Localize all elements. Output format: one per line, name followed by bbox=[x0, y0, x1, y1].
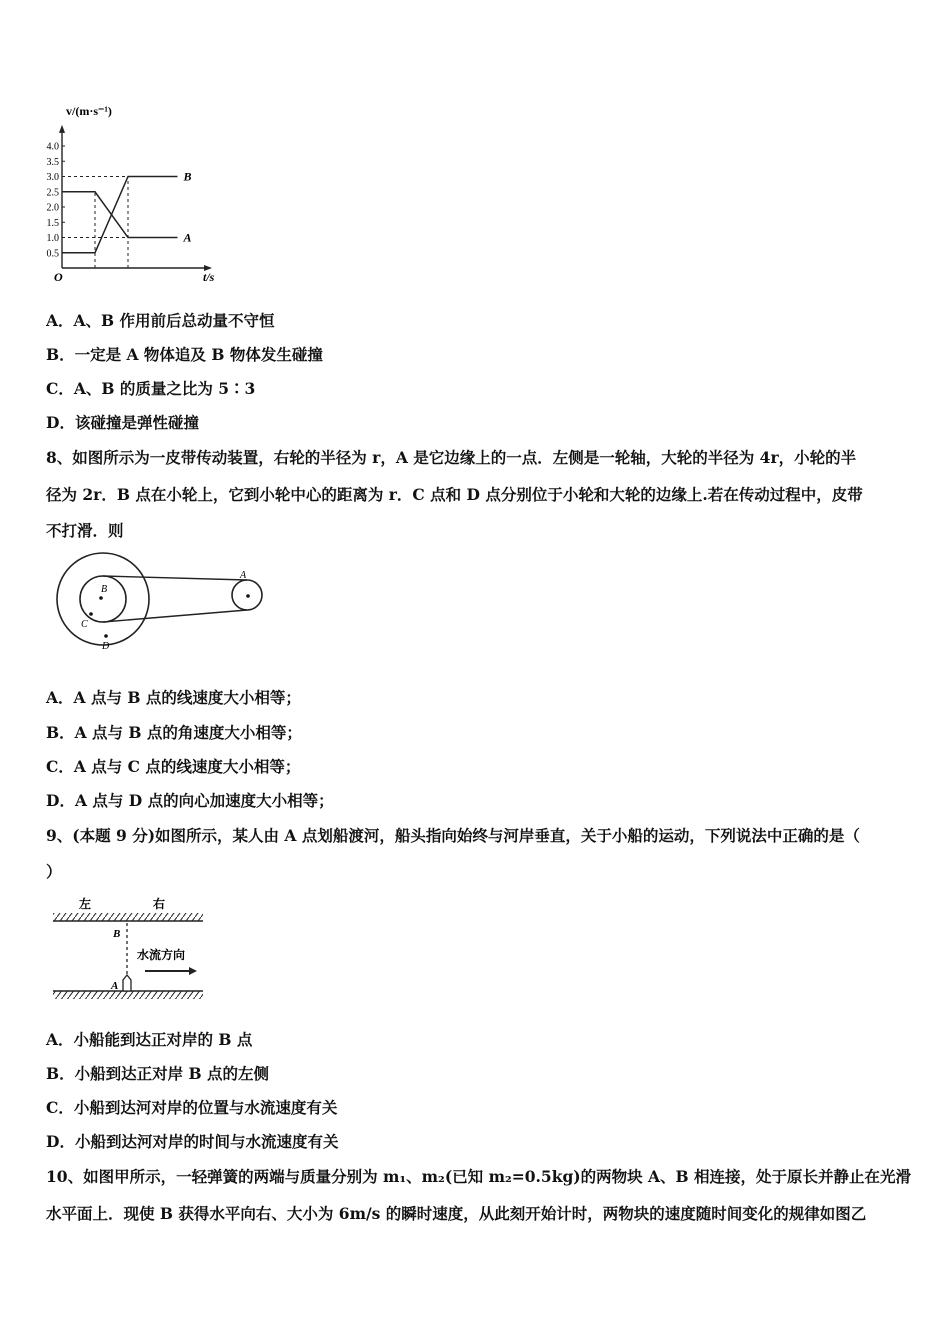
origin-label: O bbox=[54, 270, 63, 284]
q9-option-b: B．小船到达正对岸 B 点的左侧 bbox=[46, 1064, 269, 1083]
label-flow: 水流方向 bbox=[137, 948, 186, 962]
point-d bbox=[104, 634, 108, 638]
q7-option-c: C．A、B 的质量之比为 5∶3 bbox=[46, 379, 256, 398]
y-tick-label: 3.5 bbox=[46, 156, 59, 168]
river-crossing-figure bbox=[45, 893, 210, 1008]
y-tick-label: 0.5 bbox=[46, 248, 59, 260]
belt-drive-figure bbox=[50, 552, 275, 657]
point-a bbox=[246, 594, 250, 598]
large-wheel bbox=[57, 553, 149, 645]
q8-stem-line-1: 8、如图所示为一皮带传动装置，右轮的半径为 r，A 是它边缘上的一点．左侧是一轮轴，大轮的半径为 4r，小轮的半 bbox=[46, 448, 857, 467]
q9-stem-line-1: 9、(本题 9 分)如图所示，某人由 A 点划船渡河，船头指向始终与河岸垂直，关于小船的运动，下列说法中正确的是（ bbox=[46, 826, 860, 845]
y-tick-label: 2.0 bbox=[46, 202, 59, 214]
small-wheel bbox=[80, 576, 126, 622]
label-left: 左 bbox=[79, 897, 92, 911]
q8-option-c: C．A 点与 C 点的线速度大小相等； bbox=[46, 757, 301, 776]
series-line-B bbox=[62, 177, 178, 253]
q7-option-b: B．一定是 A 物体追及 B 物体发生碰撞 bbox=[46, 345, 323, 364]
q9-option-c: C．小船到达河对岸的位置与水流速度有关 bbox=[46, 1098, 338, 1117]
q8-stem-line-2: 径为 2r．B 点在小轮上，它到小轮中心的距离为 r．C 点和 D 点分别位于小轮和大轮的边缘上.若在传动过程中，皮带 bbox=[46, 485, 863, 504]
label-right: 右 bbox=[153, 897, 166, 911]
top-bank-hatch bbox=[53, 913, 203, 921]
boat-icon bbox=[123, 975, 131, 991]
y-tick-label: 1.0 bbox=[46, 233, 59, 244]
y-tick-label: 3.0 bbox=[46, 172, 59, 183]
y-axis-label: v/(m·s⁻¹) bbox=[66, 104, 112, 118]
y-tick-label: 2.5 bbox=[46, 187, 59, 199]
q8-option-d: D．A 点与 D 点的向心加速度大小相等； bbox=[46, 791, 334, 810]
q7-option-a: A．A、B 作用前后总动量不守恒 bbox=[46, 311, 275, 330]
label-c: C bbox=[81, 619, 88, 630]
velocity-time-chart bbox=[40, 100, 240, 285]
bottom-bank-hatch bbox=[53, 991, 203, 999]
q7-option-d: D．该碰撞是弹性碰撞 bbox=[46, 413, 199, 432]
q9-stem-line-2: ） bbox=[46, 862, 62, 881]
belt-top bbox=[103, 576, 247, 580]
label-d: D bbox=[102, 641, 110, 652]
y-tick-label: 1.5 bbox=[46, 217, 59, 229]
q9-option-a: A．小船能到达正对岸的 B 点 bbox=[46, 1030, 253, 1049]
point-c bbox=[89, 612, 93, 616]
q8-option-a: A．A 点与 B 点的线速度大小相等； bbox=[46, 688, 301, 707]
q8-stem-line-3: 不打滑．则 bbox=[46, 521, 124, 540]
y-axis-arrow bbox=[59, 125, 65, 133]
label-b: B bbox=[101, 584, 108, 595]
q9-option-d: D．小船到达河对岸的时间与水流速度有关 bbox=[46, 1132, 339, 1151]
flow-arrow-head bbox=[189, 967, 197, 975]
q8-option-b: B．A 点与 B 点的角速度大小相等； bbox=[46, 723, 302, 742]
q10-stem-line-2: 水平面上．现使 B 获得水平向右、大小为 6m/s 的瞬时速度，从此刻开始计时，两物块的速度随时间变化的规律如图乙 bbox=[46, 1204, 867, 1223]
label-a: A bbox=[240, 570, 247, 581]
y-tick-label: 4.0 bbox=[46, 141, 59, 153]
label-b: B bbox=[113, 928, 121, 940]
q10-stem-line-1: 10、如图甲所示，一轻弹簧的两端与质量分别为 m₁、m₂(已知 m₂=0.5kg)的两物块 A、B 相连接，处于原长并静止在光滑 bbox=[46, 1167, 912, 1186]
x-axis-label: t/s bbox=[203, 270, 215, 284]
point-b bbox=[99, 596, 103, 600]
series-label-A: A bbox=[183, 230, 192, 245]
series-label-B: B bbox=[183, 169, 192, 184]
belt-bottom bbox=[103, 610, 247, 622]
series-line-A bbox=[62, 192, 178, 238]
label-a: A bbox=[111, 980, 119, 992]
